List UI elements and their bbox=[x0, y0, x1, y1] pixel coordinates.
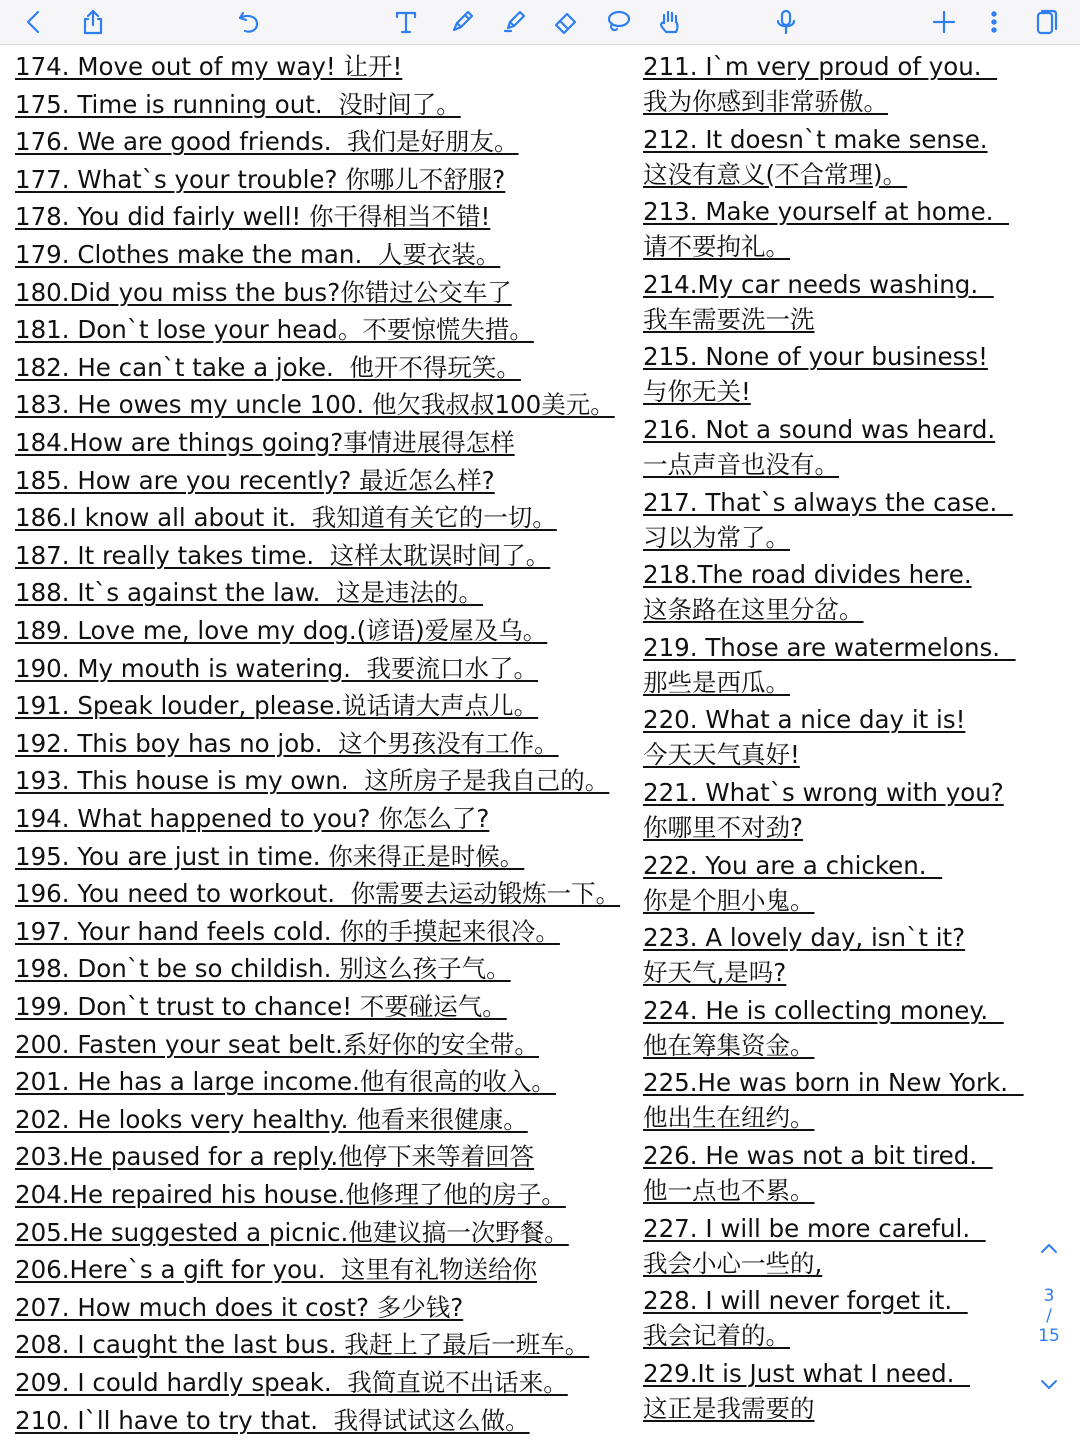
phrase-line: 174. Move out of my way! 让开! bbox=[15, 52, 403, 81]
phrase-line: 215. None of your business! bbox=[643, 342, 988, 372]
pen-icon[interactable] bbox=[442, 2, 482, 42]
phrase-line: 214.My car needs washing. bbox=[643, 269, 994, 299]
phrase-translation: 好天气,是吗? bbox=[643, 958, 787, 988]
page-indicator bbox=[1036, 1286, 1062, 1346]
lasso-icon[interactable] bbox=[598, 2, 638, 42]
phrase-translation: 一点声音也没有。 bbox=[643, 450, 839, 479]
highlighter-icon[interactable] bbox=[494, 2, 534, 42]
phrase-line: 202. He looks very healthy. 他看来很健康。 bbox=[15, 1104, 528, 1134]
phrase-line: 194. What happened to you? 你怎么了? bbox=[15, 804, 490, 833]
phrase-line: 195. You are just in time. 你来得正是时候。 bbox=[15, 841, 525, 871]
phrase-translation: 他在筹集资金。 bbox=[643, 1030, 815, 1060]
phrase-translation: 我会小心一些的, bbox=[643, 1248, 823, 1278]
toolbar bbox=[0, 0, 1080, 45]
phrase-line: 203.He paused for a reply.他停下来等着回答 bbox=[15, 1142, 535, 1172]
phrase-line: 207. How much does it cost? 多少钱? bbox=[15, 1292, 464, 1322]
phrase-line: 199. Don`t trust to chance! 不要碰运气。 bbox=[15, 992, 507, 1021]
phrase-translation: 今天天气真好! bbox=[643, 740, 800, 770]
phrase-line: 180.Did you miss the bus?你错过公交车了 bbox=[15, 277, 512, 307]
phrase-line: 183. He owes my uncle 100. 他欠我叔叔100美元。 bbox=[15, 390, 615, 420]
phrase-line: 221. What`s wrong with you? bbox=[643, 778, 1004, 807]
phrase-line: 206.Here`s a gift for you. 这里有礼物送给你 bbox=[15, 1255, 538, 1285]
phrase-line: 220. What a nice day it is! bbox=[643, 705, 966, 735]
phrase-translation: 我车需要洗一洗 bbox=[643, 304, 815, 334]
phrase-line: 217. That`s always the case. bbox=[643, 487, 1013, 517]
page-up-icon[interactable] bbox=[1036, 1238, 1062, 1265]
phrase-translation: 习以为常了。 bbox=[643, 522, 790, 552]
phrase-line: 218.The road divides here. bbox=[643, 560, 972, 590]
phrase-line: 210. I`ll have to try that. 我得试试这么做。 bbox=[15, 1405, 530, 1435]
phrase-line: 204.He repaired his house.他修理了他的房子。 bbox=[15, 1180, 566, 1209]
phrase-line: 223. A lovely day, isn`t it? bbox=[643, 923, 966, 953]
undo-icon[interactable] bbox=[229, 2, 269, 42]
phrase-line: 225.He was born in New York. bbox=[643, 1068, 1024, 1098]
phrase-translation: 请不要拘礼。 bbox=[643, 232, 790, 262]
phrase-line: 213. Make yourself at home. bbox=[643, 197, 1010, 227]
phrase-translation: 这条路在这里分岔。 bbox=[643, 595, 864, 625]
phrase-line: 185. How are you recently? 最近怎么样? bbox=[15, 465, 495, 495]
text-tool-icon[interactable] bbox=[386, 2, 426, 42]
page-separator: / bbox=[1046, 1306, 1052, 1326]
more-icon[interactable] bbox=[974, 2, 1014, 42]
microphone-icon[interactable] bbox=[766, 2, 806, 42]
phrase-line: 201. He has a large income.他有很高的收入。 bbox=[15, 1067, 556, 1097]
phrase-line: 182. He can`t take a joke. 他开不得玩笑。 bbox=[15, 352, 521, 382]
page-total: 15 bbox=[1038, 1326, 1060, 1346]
phrase-line: 198. Don`t be so childish. 别这么孩子气。 bbox=[15, 954, 511, 984]
phrase-line: 222. You are a chicken. bbox=[643, 850, 943, 880]
phrase-line: 209. I could hardly speak. 我简直说不出话来。 bbox=[15, 1368, 568, 1397]
phrase-line: 186.I know all about it. 我知道有关它的一切。 bbox=[15, 503, 557, 533]
phrase-line: 192. This boy has no job. 这个男孩没有工作。 bbox=[15, 728, 559, 758]
phrase-line: 224. He is collecting money. bbox=[643, 995, 1004, 1025]
phrase-line: 191. Speak louder, please.说话请大声点儿。 bbox=[15, 691, 539, 721]
phrase-line: 178. You did fairly well! 你干得相当不错! bbox=[15, 202, 491, 232]
phrase-line: 196. You need to workout. 你需要去运动锻炼一下。 bbox=[15, 879, 621, 909]
page-down-icon[interactable] bbox=[1036, 1373, 1062, 1400]
phrase-line: 187. It really takes time. 这样太耽误时间了。 bbox=[15, 540, 551, 570]
pages-icon[interactable] bbox=[1025, 2, 1065, 42]
phrase-line: 227. I will be more careful. bbox=[643, 1213, 986, 1243]
phrase-line: 226. He was not a bit tired. bbox=[643, 1141, 993, 1170]
phrase-line: 193. This house is my own. 这所房子是我自己的。 bbox=[15, 766, 610, 796]
phrase-line: 212. It doesn`t make sense. bbox=[643, 124, 988, 154]
phrase-translation: 那些是西瓜。 bbox=[643, 667, 790, 697]
phrase-line: 181. Don`t lose your head。不要惊慌失措。 bbox=[15, 315, 534, 345]
phrase-line: 200. Fasten your seat belt.系好你的安全带。 bbox=[15, 1029, 539, 1059]
phrase-translation: 这没有意义(不合常理)。 bbox=[643, 159, 908, 189]
phrase-line: 175. Time is running out. 没时间了。 bbox=[15, 89, 461, 119]
phrase-line: 229.It is Just what I need. bbox=[643, 1358, 971, 1388]
phrase-line: 197. Your hand feels cold. 你的手摸起来很冷。 bbox=[15, 916, 560, 946]
eraser-icon[interactable] bbox=[546, 2, 586, 42]
phrase-translation: 他一点也不累。 bbox=[643, 1176, 815, 1205]
phrase-translation: 你哪里不对劲? bbox=[643, 813, 804, 842]
phrase-line: 190. My mouth is watering. 我要流口水了。 bbox=[15, 653, 538, 683]
phrase-line: 219. Those are watermelons. bbox=[643, 632, 1016, 662]
phrase-line: 205.He suggested a picnic.他建议搞一次野餐。 bbox=[15, 1217, 569, 1247]
share-icon[interactable] bbox=[73, 2, 113, 42]
page-current: 3 bbox=[1043, 1286, 1055, 1306]
phrase-line: 216. Not a sound was heard. bbox=[643, 415, 996, 444]
phrase-line: 228. I will never forget it. bbox=[643, 1286, 968, 1316]
phrase-translation: 我会记着的。 bbox=[643, 1321, 790, 1351]
phrase-translation: 他出生在纽约。 bbox=[643, 1103, 815, 1133]
add-icon[interactable] bbox=[924, 2, 964, 42]
phrase-translation: 你是个胆小鬼。 bbox=[643, 885, 815, 915]
phrase-translation: 与你无关! bbox=[643, 377, 751, 407]
phrase-line: 177. What`s your trouble? 你哪儿不舒服? bbox=[15, 164, 506, 194]
phrase-line: 179. Clothes make the man. 人要衣装。 bbox=[15, 240, 501, 269]
phrase-line: 176. We are good friends. 我们是好朋友。 bbox=[15, 127, 519, 157]
back-icon[interactable] bbox=[14, 2, 54, 42]
hand-icon[interactable] bbox=[650, 2, 690, 42]
phrase-line: 208. I caught the last bus. 我赶上了最后一班车。 bbox=[15, 1330, 590, 1360]
phrase-line: 211. I`m very proud of you. bbox=[643, 52, 998, 81]
phrase-translation: 我为你感到非常骄傲。 bbox=[643, 87, 888, 116]
phrase-line: 184.How are things going?事情进展得怎样 bbox=[15, 428, 515, 457]
phrase-line: 188. It`s against the law. 这是违法的。 bbox=[15, 578, 484, 608]
phrase-line: 189. Love me, love my dog.(谚语)爱屋及乌。 bbox=[15, 616, 548, 645]
phrase-translation: 这正是我需要的 bbox=[643, 1393, 815, 1423]
